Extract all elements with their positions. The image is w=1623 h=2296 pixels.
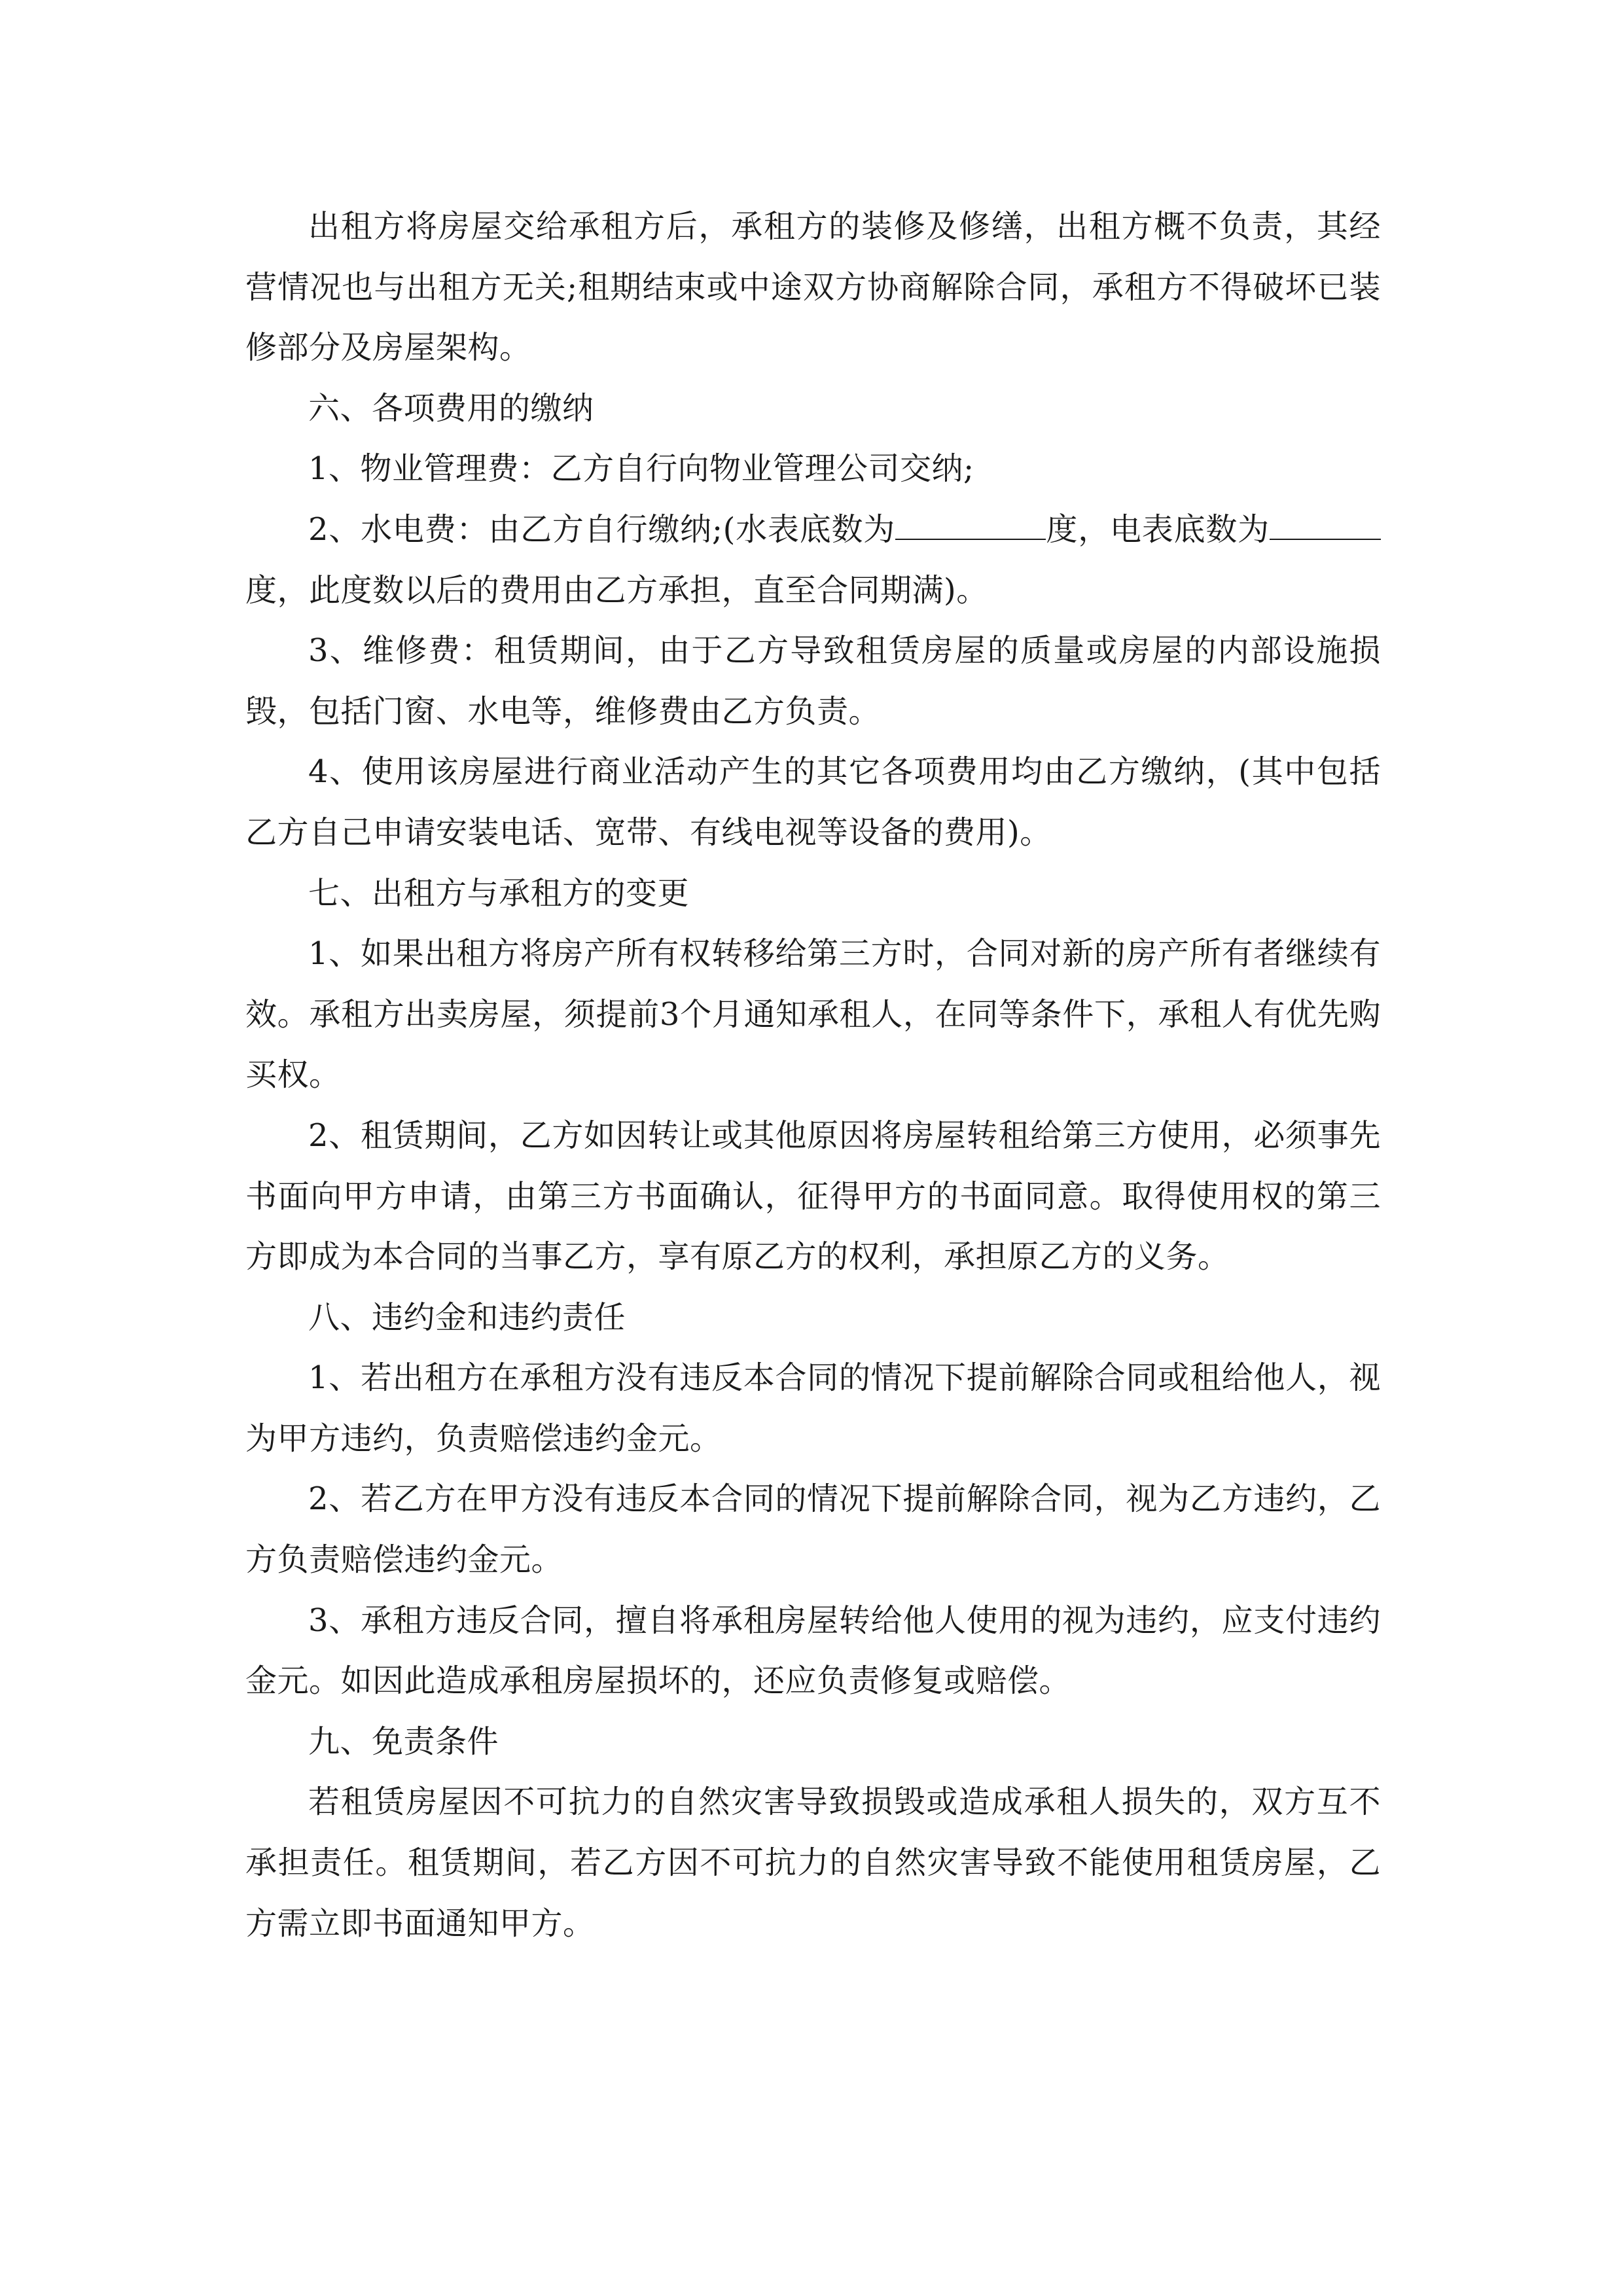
electric-meter-blank (1270, 507, 1381, 540)
section-heading-breach: 八、违约金和违约责任 (308, 1299, 626, 1336)
clause-utility-fee (245, 499, 1381, 620)
utility-fee-text-a: 2、水电费：由乙方自行缴纳;(水表底数为 (308, 511, 896, 548)
clause-ownership-transfer: 1、如果出租方将房产所有权转移给第三方时，合同对新的房产所有者继续有效。承租方出卖房屋，须提前3个月通知承租人，在同等条件下，承租人有优先购买权。 (245, 935, 1381, 1094)
clause-lessor-breach: 1、若出租方在承租方没有违反本合同的情况下提前解除合同或租给他人，视为甲方违约，负责赔偿违约金元。 (245, 1359, 1381, 1457)
section-heading-exemption: 九、免责条件 (308, 1723, 499, 1760)
clause-sublease: 2、租赁期间，乙方如因转让或其他原因将房屋转租给第三方使用，必须事先书面向甲方申请，由第三方书面确认，征得甲方的书面同意。取得使用权的第三方即成为本合同的当事乙方，享有原乙方的权利，承担原乙方的义务。 (245, 1117, 1381, 1276)
utility-fee-text-c: 度，此度数以后的费用由乙方承担，直至合同期满)。 (245, 571, 988, 609)
clause-maintenance-fee: 3、维修费：租赁期间，由于乙方导致租赁房屋的质量或房屋的内部设施损毁，包括门窗、水电等，维修费由乙方负责。 (245, 632, 1381, 730)
water-meter-blank (895, 507, 1046, 540)
section-heading-fees: 六、各项费用的缴纳 (308, 389, 594, 427)
document-body (245, 196, 1381, 1954)
utility-fee-text-b: 度，电表底数为 (1046, 511, 1270, 548)
clause-property-management-fee: 1、物业管理费：乙方自行向物业管理公司交纳; (308, 450, 974, 488)
paragraph-decoration-responsibility: 出租方将房屋交给承租方后，承租方的装修及修缮，出租方概不负责，其经营情况也与出租方无关;租期结束或中途双方协商解除合同，承租方不得破坏已装修部分及房屋架构。 (245, 208, 1381, 367)
clause-lessee-breach: 2、若乙方在甲方没有违反本合同的情况下提前解除合同，视为乙方违约，乙方负责赔偿违约金元。 (245, 1480, 1381, 1579)
clause-other-fees: 4、使用该房屋进行商业活动产生的其它各项费用均由乙方缴纳，(其中包括乙方自己申请安装电话、宽带、有线电视等设备的费用)。 (245, 753, 1381, 851)
clause-unauthorized-transfer: 3、承租方违反合同，擅自将承租房屋转给他人使用的视为违约，应支付违约金元。如因此造成承租房屋损坏的，还应负责修复或赔偿。 (245, 1602, 1381, 1700)
section-heading-changes: 七、出租方与承租方的变更 (308, 874, 690, 912)
clause-force-majeure: 若租赁房屋因不可抗力的自然灾害导致损毁或造成承租人损失的，双方互不承担责任。租赁期间，若乙方因不可抗力的自然灾害导致不能使用租赁房屋，乙方需立即书面通知甲方。 (245, 1784, 1381, 1942)
